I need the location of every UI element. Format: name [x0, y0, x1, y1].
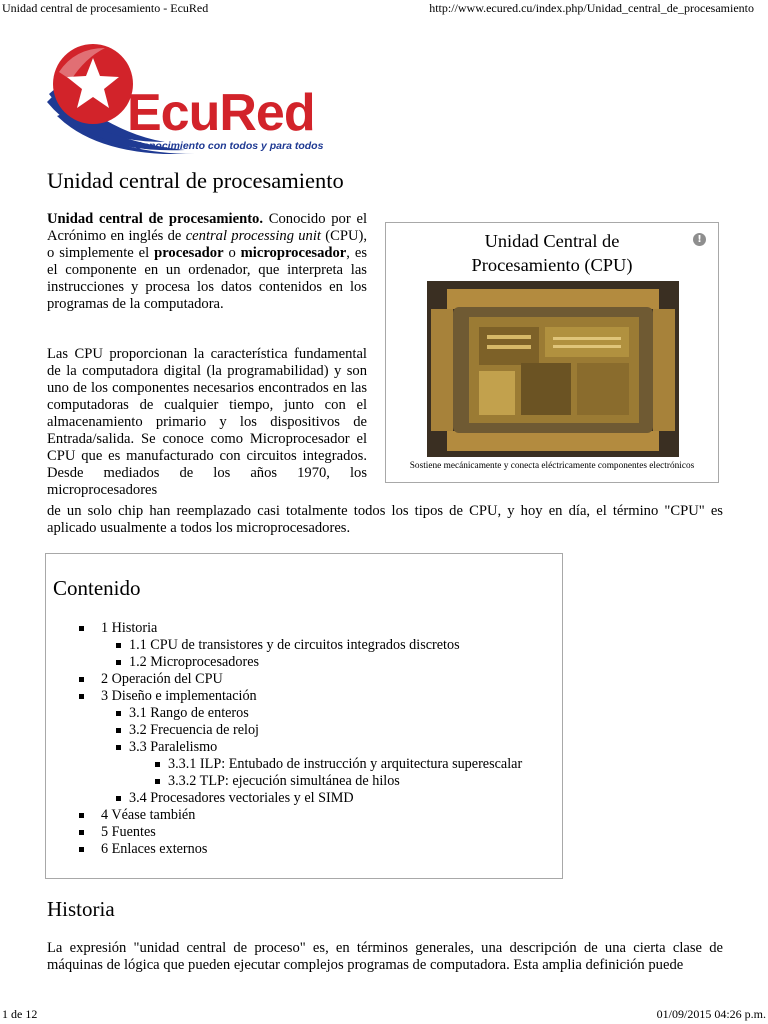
toc-title: Contenido [53, 576, 141, 600]
toc-bullet-icon [116, 711, 121, 716]
toc-item[interactable] [46, 671, 522, 688]
infobox-title-line-1: Unidad Central de [484, 231, 620, 251]
intro-text-1: Conocido por el Acrónimo en inglés de [47, 211, 367, 244]
infobox [385, 222, 719, 483]
chip-die-detail [553, 345, 621, 348]
intro-text-2: (CPU), o simplemente el [47, 228, 367, 261]
chip-pins-left [431, 309, 453, 431]
print-footer-datetime: 01/09/2015 04:26 p.m. [656, 1007, 766, 1021]
intro-bold-procesador[interactable]: procesador [154, 245, 224, 261]
toc-bullet-icon [79, 830, 84, 835]
infobox-caption: Sostiene mecánicamente y conecta eléctricamente componentes electrónicos [409, 461, 695, 471]
logo-wordmark: EcuRed [127, 84, 315, 142]
toc-bullet-icon [116, 728, 121, 733]
toc-item[interactable] [46, 722, 522, 739]
toc-bullet-icon [116, 660, 121, 665]
toc-item[interactable] [46, 637, 522, 654]
intro-italic: central processing unit [185, 228, 321, 244]
chip-die-block-2 [545, 327, 629, 357]
toc-bullet-icon [79, 694, 84, 699]
toc-item-label[interactable]: 4 Véase también [101, 807, 196, 823]
toc-item-label[interactable]: 3.1 Rango de enteros [129, 705, 249, 721]
section-title-historia: Historia [47, 897, 115, 921]
toc-item[interactable] [46, 841, 522, 858]
paragraph-2-narrow: Las CPU proporcionan la característica fundamental de la computadora digital (la programabilidad) y son uno de los componentes necesarios encontrados en las computadoras de cualquier tiempo, junto con el almacenamiento primario y los dispositivos de Entrada/salida. Se conoce como Microprocesador el CPU que es manufacturado con circuitos integrados. Desde mediados de los años 1970, los microprocesadores [47, 346, 367, 498]
toc-item[interactable] [46, 790, 522, 807]
intro-text-3: o [223, 245, 241, 261]
toc-bullet-icon [116, 796, 121, 801]
infobox-title [386, 229, 718, 277]
intro-paragraph [47, 211, 367, 313]
print-header-title: Unidad central de procesamiento - EcuRed [2, 1, 209, 15]
toc-bullet-icon [116, 745, 121, 750]
toc-item[interactable] [46, 620, 522, 637]
toc-item-label[interactable]: 6 Enlaces externos [101, 841, 208, 857]
chip-pins-right [653, 309, 675, 431]
chip-die-detail [487, 345, 531, 349]
chip-die-detail [487, 335, 531, 339]
ecured-logo[interactable] [45, 42, 350, 154]
toc-item-label[interactable]: 2 Operación del CPU [101, 671, 223, 687]
toc-item[interactable] [46, 773, 522, 790]
toc-item[interactable] [46, 824, 522, 841]
toc-bullet-icon [79, 813, 84, 818]
toc-item-label[interactable]: 1.1 CPU de transistores y de circuitos integrados discretos [129, 637, 460, 653]
toc-item[interactable] [46, 739, 522, 756]
chip-die-block-4 [521, 363, 571, 415]
chip-die-detail [553, 337, 621, 340]
chip-pins-top [447, 289, 659, 309]
print-footer-page: 1 de 12 [2, 1007, 38, 1021]
print-header [0, 1, 768, 16]
toc-item-label[interactable]: 5 Fuentes [101, 824, 156, 840]
cpu-die-image[interactable] [427, 281, 679, 457]
toc-item-label[interactable]: 1.2 Microprocesadores [129, 654, 260, 670]
intro-bold-term: Unidad central de procesamiento. [47, 211, 264, 227]
toc-item-label[interactable]: 3.3.2 TLP: ejecución simultánea de hilos [168, 773, 400, 789]
table-of-contents [45, 553, 563, 879]
toc-item[interactable] [46, 756, 522, 773]
print-footer [0, 1007, 768, 1022]
intro-bold-microprocesador[interactable]: microprocesador [240, 245, 347, 261]
toc-item-label[interactable]: 1 Historia [101, 620, 158, 636]
toc-item-label[interactable]: 3.3 Paralelismo [129, 739, 218, 755]
toc-bullet-icon [79, 847, 84, 852]
toc-item[interactable] [46, 654, 522, 671]
toc-list [46, 620, 522, 858]
print-header-url: http://www.ecured.cu/index.php/Unidad_central_de_procesamiento [429, 1, 754, 15]
toc-item-label[interactable]: 3.2 Frecuencia de reloj [129, 722, 259, 738]
info-icon[interactable]: ! [693, 233, 706, 246]
chip-pins-bottom [447, 431, 659, 451]
page-title: Unidad central de procesamiento [47, 168, 344, 193]
toc-bullet-icon [155, 762, 160, 767]
toc-item[interactable] [46, 807, 522, 824]
toc-item[interactable] [46, 688, 522, 705]
toc-bullet-icon [79, 677, 84, 682]
toc-item-label[interactable]: 3.3.1 ILP: Entubado de instrucción y arquitectura superescalar [168, 756, 523, 772]
toc-bullet-icon [116, 643, 121, 648]
historia-paragraph: La expresión "unidad central de proceso" es, en términos generales, una descripción de una cierta clase de máquinas de lógica que pueden ejecutar complejos programas de computadora. Esta amplia definición puede [47, 940, 723, 973]
toc-bullet-icon [79, 626, 84, 631]
logo-tagline: Conocimiento con todos y para todos [135, 140, 324, 152]
toc-item-label[interactable]: 3 Diseño e implementación [101, 688, 257, 704]
toc-bullet-icon [155, 779, 160, 784]
paragraph-2-wide: de un solo chip han reemplazado casi totalmente todos los tipos de CPU, y hoy en día, el término "CPU" es aplicado usualmente a todos los microprocesadores. [47, 503, 723, 536]
infobox-title-line-2: Procesamiento (CPU) [471, 255, 633, 275]
intro-text-4: , es el componente en un ordenador, que interpreta las instrucciones y procesa los datos contenidos en los programas de la computadora. [47, 245, 367, 312]
toc-item[interactable] [46, 705, 522, 722]
chip-die-block-5 [577, 363, 629, 415]
toc-item-label[interactable]: 3.4 Procesadores vectoriales y el SIMD [129, 790, 354, 806]
chip-die-block-3 [479, 371, 515, 415]
